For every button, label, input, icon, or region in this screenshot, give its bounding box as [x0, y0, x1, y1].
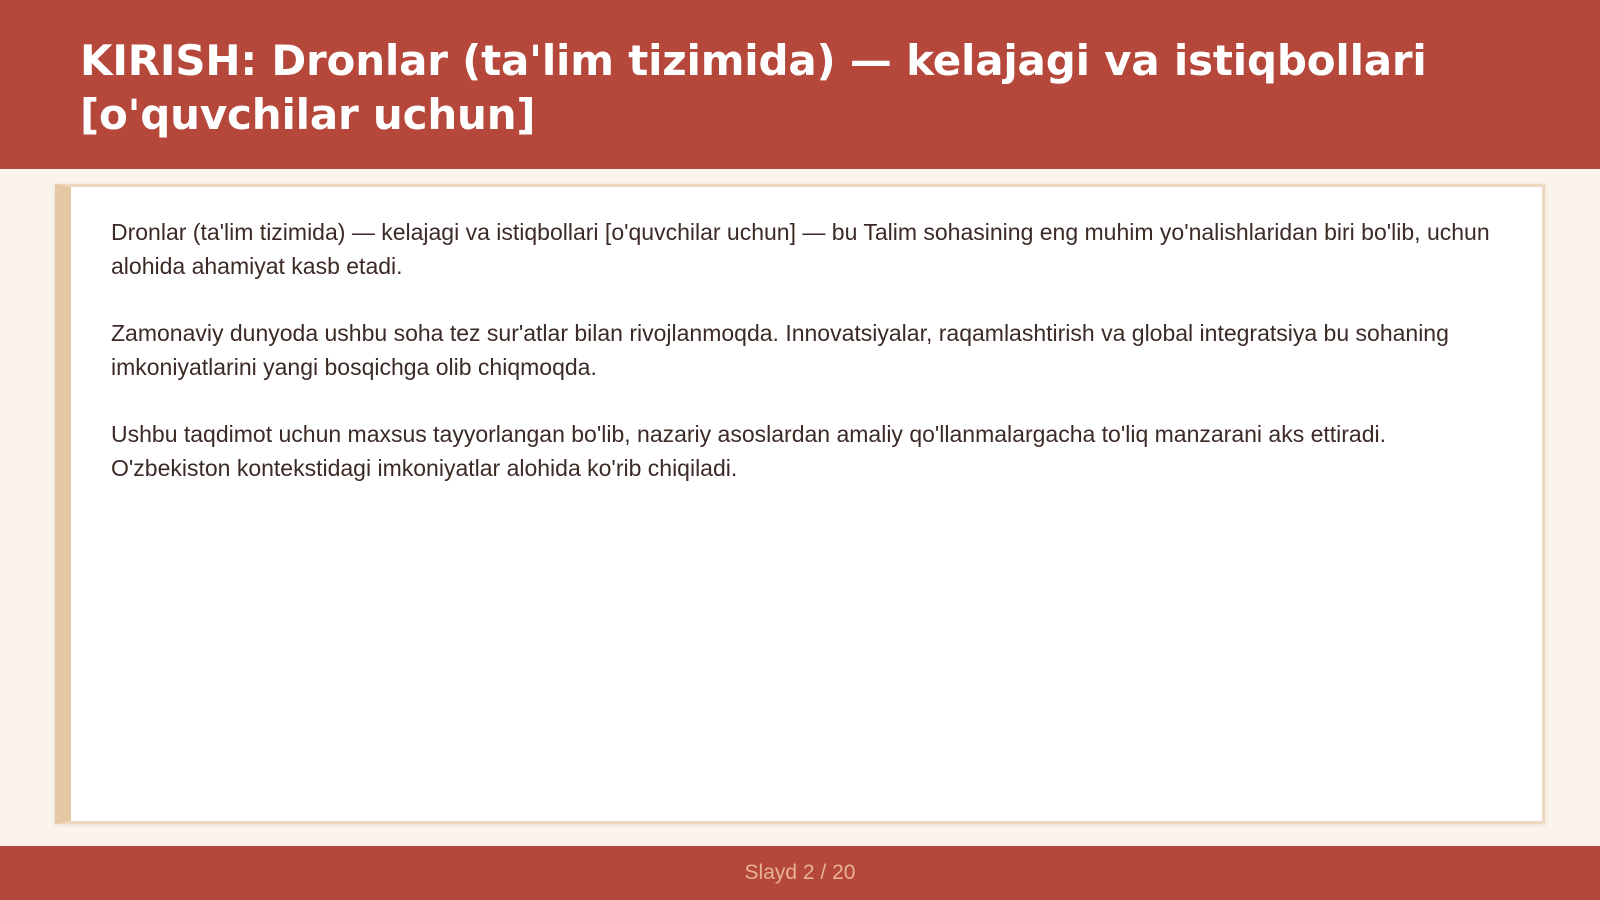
slide-title: KIRISH: Dronlar (ta'lim tizimida) — kelajagi va istiqbollari [o'quvchilar uchun]: [80, 36, 1427, 139]
paragraph-modern-world: Zamonaviy dunyoda ushbu soha tez sur'atlar bilan rivojlanmoqda. Innovatsiyalar, raqamlashtirish va global integratsiya bu sohaning imkoniyatlarini yangi bosqichga olib chiqmoqda.: [111, 320, 1449, 380]
slide-header: [0, 0, 1600, 169]
slide-counter: Slayd 2 / 20: [744, 861, 856, 884]
paragraph-presentation-scope: Ushbu taqdimot uchun maxsus tayyorlangan bo'lib, nazariy asoslardan amaliy qo'llanmalargacha to'liq manzarani aks ettiradi. O'zbekiston kontekstidagi imkoniyatlar alohida ko'rib chiqiladi.: [111, 421, 1387, 481]
paragraph-intro: Dronlar (ta'lim tizimida) — kelajagi va istiqbollari [o'quvchilar uchun] — bu Talim sohasining eng muhim yo'nalishlaridan biri bo'lib, uchun alohida ahamiyat kasb etadi.: [111, 219, 1490, 279]
content-card: [55, 184, 1545, 824]
slide-footer: [0, 846, 1600, 900]
